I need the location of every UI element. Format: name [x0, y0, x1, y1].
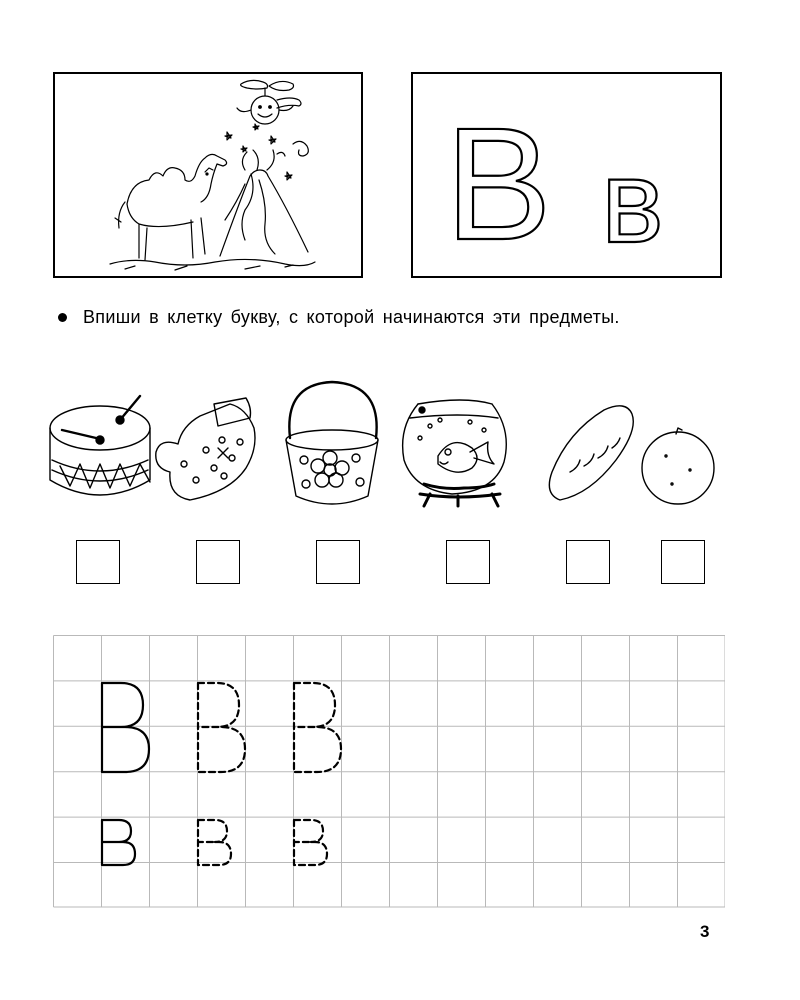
camel-icon [115, 154, 227, 260]
answer-box-4[interactable] [446, 540, 490, 584]
scene-picture-frame [53, 72, 363, 278]
writing-grid[interactable] [53, 635, 725, 910]
answer-box-1[interactable] [76, 540, 120, 584]
answer-box-6[interactable] [661, 540, 705, 584]
bread-loaf-icon [549, 406, 633, 500]
grid-lines [54, 636, 726, 908]
sample-lowercase-letter [102, 820, 135, 865]
trace-lowercase-letter-1 [198, 820, 231, 865]
scene-illustration [55, 74, 361, 276]
instruction [58, 306, 698, 328]
mitten-icon [156, 398, 255, 500]
ground-line [110, 259, 315, 265]
drum-icon [50, 396, 150, 495]
bullet-icon [58, 313, 67, 322]
trace-uppercase-letter-2 [294, 683, 341, 772]
trace-lowercase-letter-2 [294, 820, 327, 865]
bucket-icon [286, 382, 378, 504]
orange-icon [642, 428, 714, 504]
volcano-icon [220, 150, 308, 256]
answer-box-2[interactable] [196, 540, 240, 584]
answer-box-5[interactable] [566, 540, 610, 584]
aquarium-icon [403, 400, 507, 506]
helicopter-icon [237, 80, 301, 124]
letters-illustration [413, 74, 720, 276]
sample-uppercase-letter [102, 683, 149, 772]
trace-uppercase-letter-1 [198, 683, 245, 772]
objects-row [0, 380, 800, 520]
answer-box-3[interactable] [316, 540, 360, 584]
sparks-icon [225, 124, 308, 180]
page-number: 3 [700, 922, 710, 941]
big-lowercase-letter: в [601, 136, 664, 268]
big-uppercase-letter: В [445, 94, 552, 273]
letter-frame [411, 72, 722, 278]
instruction-text: Впиши в клетку букву, с которой начинаются эти предметы. [83, 307, 620, 327]
